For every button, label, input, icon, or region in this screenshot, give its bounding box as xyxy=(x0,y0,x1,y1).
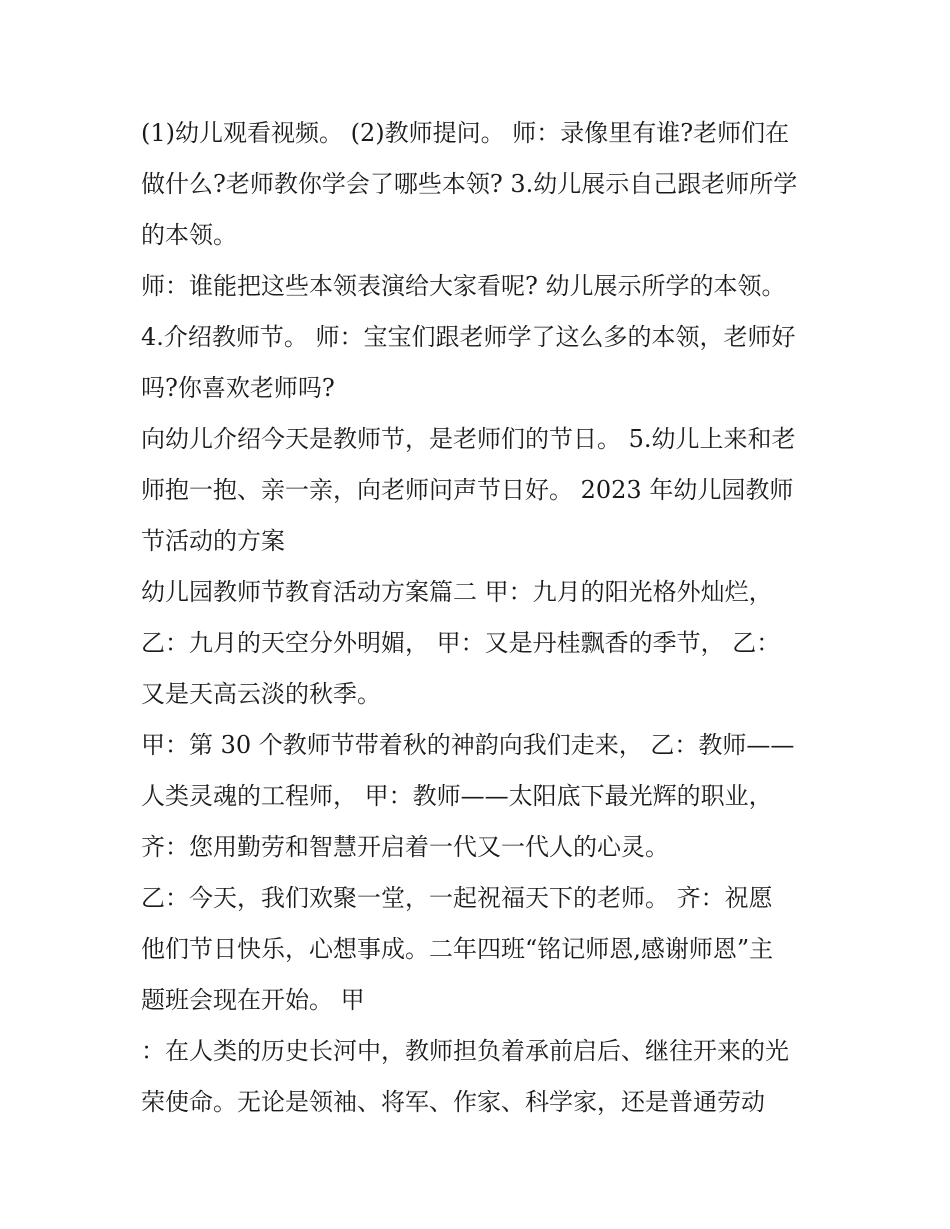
text-line: 乙：九月的天空分外明媚， 甲：又是丹桂飘香的季节， 乙： xyxy=(141,629,781,657)
text-line: 又是天高云淡的秋季。 xyxy=(141,680,381,708)
text-line: 向幼儿介绍今天是教师节，是老师们的节日。 5.幼儿上来和老 xyxy=(141,425,796,453)
text-line: 人类灵魂的工程师， 甲：教师——太阳底下最光辉的职业， xyxy=(141,782,773,810)
text-line: 节活动的方案 xyxy=(141,527,285,555)
text-line: 齐：您用勤劳和智慧开启着一代又一代人的心灵。 xyxy=(141,833,669,861)
text-line: 甲：第 30 个教师节带着秋的神韵向我们走来， 乙：教师—— xyxy=(141,731,795,759)
text-line: 题班会现在开始。 甲 xyxy=(141,986,365,1014)
text-line: 的本领。 xyxy=(141,221,237,249)
text-line: 幼儿园教师节教育活动方案篇二 甲：九月的阳光格外灿烂， xyxy=(141,578,773,606)
text-line: ：在人类的历史长河中，教师担负着承前启后、继往开来的光 xyxy=(141,1037,789,1065)
text-line: 吗?你喜欢老师吗? xyxy=(141,374,335,402)
text-line: 他们节日快乐，心想事成。二年四班“铭记师恩,感谢师恩”主 xyxy=(141,935,774,963)
text-line: 师抱一抱、亲一亲，向老师问声节日好。 2023 年幼儿园教师 xyxy=(141,476,794,504)
text-line: 荣使命。无论是领袖、将军、作家、科学家，还是普通劳动 xyxy=(141,1088,765,1116)
body-text xyxy=(141,108,821,1128)
text-line: 4.介绍教师节。 师：宝宝们跟老师学了这么多的本领，老师好 xyxy=(141,323,796,351)
text-line: 乙：今天，我们欢聚一堂，一起祝福天下的老师。 齐：祝愿 xyxy=(141,884,773,912)
text-line: (1)幼儿观看视频。 (2)教师提问。 师：录像里有谁?老师们在 xyxy=(141,119,790,147)
text-line: 做什么?老师教你学会了哪些本领? 3.幼儿展示自己跟老师所学 xyxy=(141,170,798,198)
text-line: 师：谁能把这些本领表演给大家看呢? 幼儿展示所学的本领。 xyxy=(141,272,786,300)
